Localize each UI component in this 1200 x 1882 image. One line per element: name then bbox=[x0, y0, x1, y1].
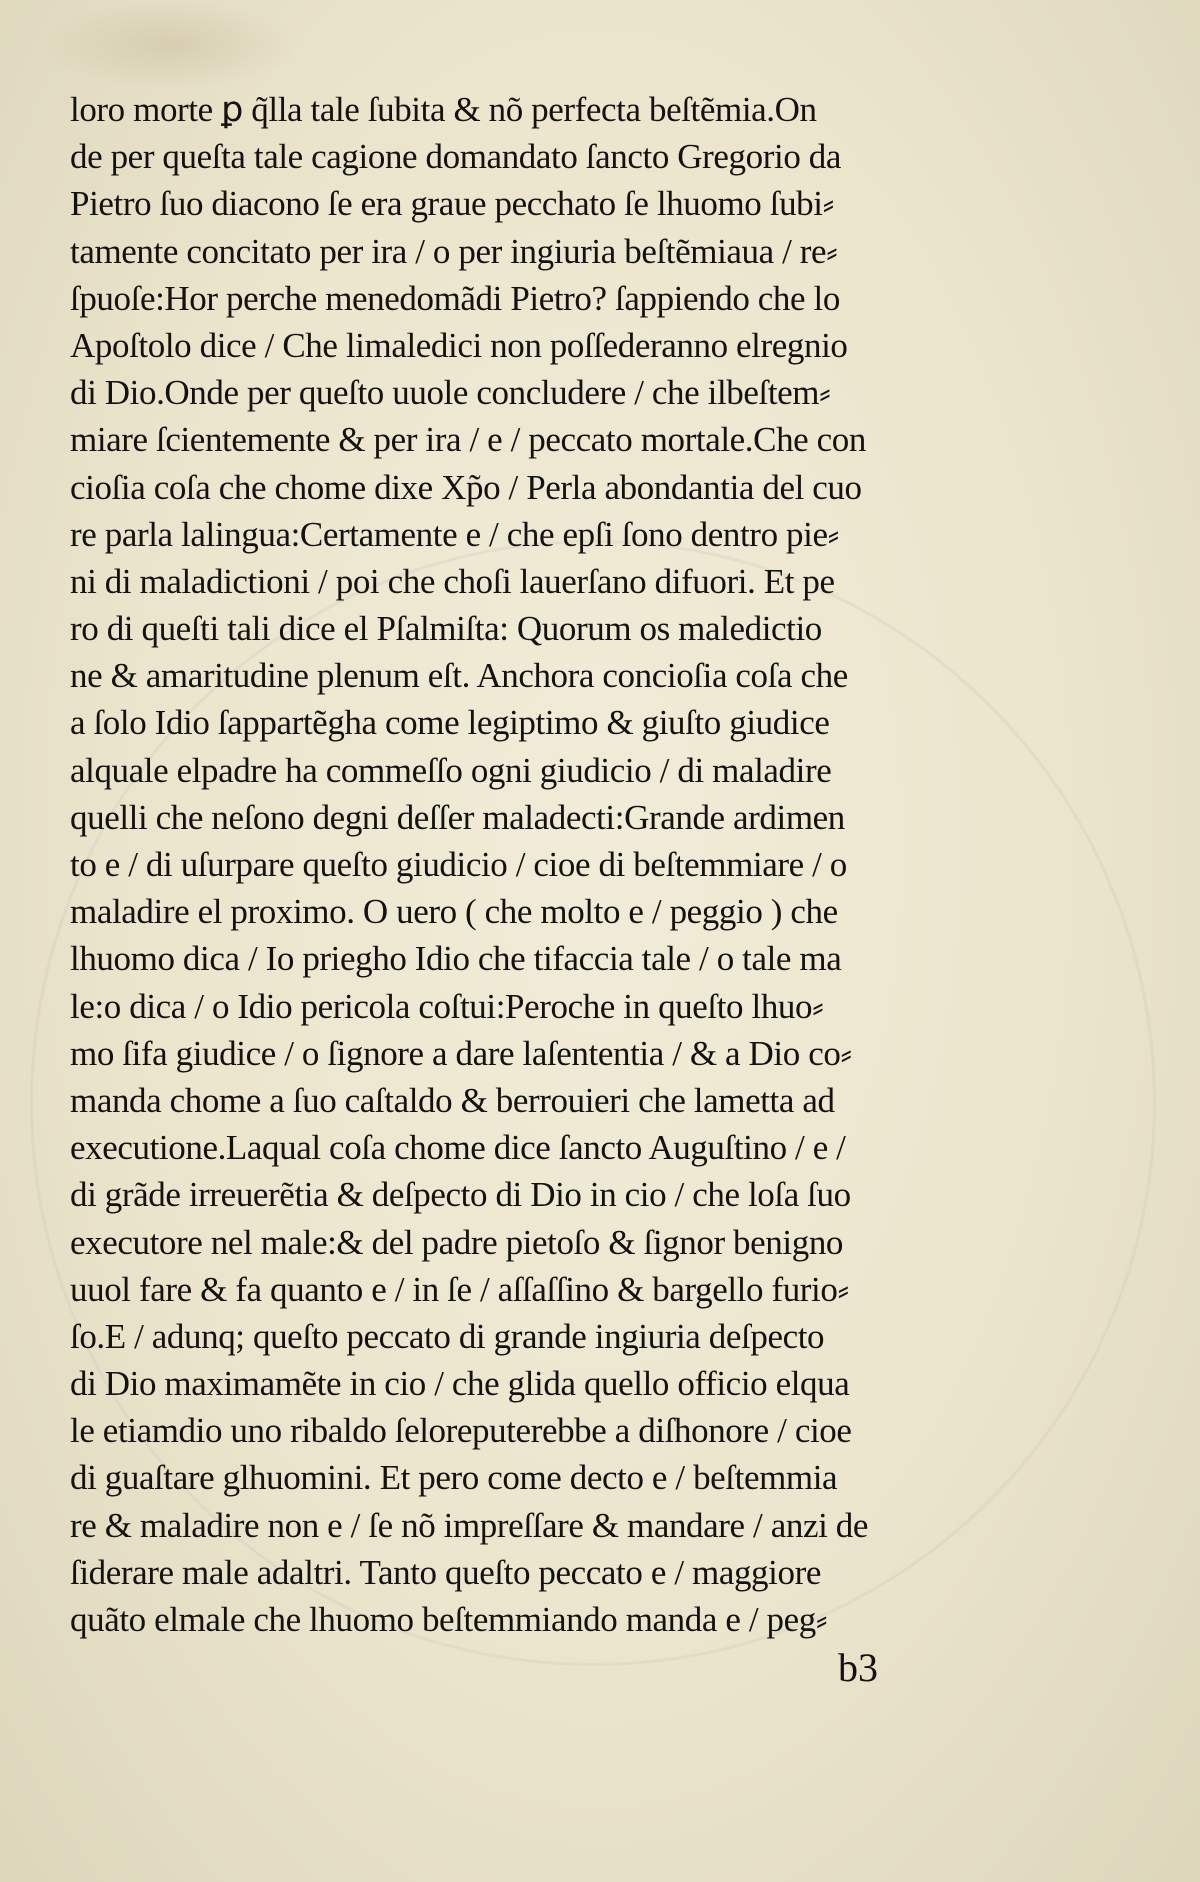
text-line-32: ſiderare male adaltri. Tanto queſto peccato e / maggiore bbox=[70, 1552, 821, 1592]
text-line-28: di Dio maximamẽte in cio / che glida quello officio elqua bbox=[70, 1364, 850, 1404]
text-line-31: re & maladire non e / ſe nõ impreſſare & mandare / anzi de bbox=[70, 1505, 868, 1545]
text-line-19: lhuomo dica / Io prieghо Idio che tifaccia tale / o tale ma bbox=[70, 939, 842, 979]
text-line-26: uuol fare & fa quanto e / in ſe / aſſaſſino & bargello furio⸗ bbox=[70, 1269, 849, 1309]
text-line-14: a ſolo Idio ſappartẽgha come legiptimo & giuſto giudice bbox=[70, 703, 830, 743]
page-stain bbox=[40, 0, 300, 90]
text-line-2: de per queſta tale cagione domandato ſancto Gregorio da bbox=[70, 137, 842, 177]
text-line-17: to e / di uſurpare queſto giudicio / cioe di beſtemmiare / o bbox=[70, 845, 847, 884]
text-line-23: executione.Laqual coſa chome dice ſancto Auguſtino / e / bbox=[70, 1128, 846, 1168]
text-line-27: ſo.E / adunq; queſto peccato di grande ingiuria deſpecto bbox=[70, 1316, 825, 1356]
text-line-25: executore nel male:& del padre pietoſo & ſignor benigno bbox=[70, 1222, 844, 1262]
text-line-16: quelli che neſono degni deſſer maladecti:Grande ardimen bbox=[70, 797, 845, 837]
text-line-4: tamente concitato per ira / o per ingiuria beſtẽmiaua / re⸗ bbox=[70, 231, 838, 271]
text-line-20: le:o dica / o Idio pericola coſtui:Peroche in queſto lhuo⸗ bbox=[70, 986, 824, 1026]
text-line-10: re parla lalingua:Certamente e / che epſi ſono dentro pie⸗ bbox=[70, 514, 839, 554]
text-line-15: alquale elpadre ha commeſſo ogni giudicio / di maladire bbox=[70, 750, 832, 790]
text-line-30: di guaſtare glhuomini. Et pero come decto e / beſtemmia bbox=[70, 1458, 838, 1498]
text-line-29: le etiamdio uno ribaldo ſeloreputerebbe a diſhonore / cioe bbox=[70, 1411, 852, 1451]
text-line-22: manda chome a ſuo caſtaldo & berrouieri che lametta ad bbox=[70, 1080, 835, 1120]
text-line-6: Apoſtolo dice / Che limaledici non poſſederanno elregnio bbox=[70, 325, 848, 365]
text-line-13: ne & amaritudine plenum eſt. Anchora concioſia coſa che bbox=[70, 656, 848, 696]
text-line-1: loro morte ꝑ q̃lla tale ſubita & nõ perfecta beſtẽmia.On bbox=[70, 90, 817, 129]
text-block bbox=[70, 86, 960, 1643]
text-line-21: mo ſifa giudice / o ſignore a dare laſententia / & a Dio co⸗ bbox=[70, 1033, 852, 1073]
text-line-3: Pietro ſuo diacono ſe era graue pecchato ſe lhuomo ſubi⸗ bbox=[70, 184, 834, 224]
text-line-9: cioſia coſa che chome dixe Xp̃o / Perla abondantia del cuo bbox=[70, 467, 862, 507]
text-line-5: ſpuoſe:Hor perche menedomãdi Pietro? ſappiendo che lo bbox=[70, 278, 840, 318]
text-line-8: miare ſcientemente & per ira / e / peccato mortale.Che con bbox=[70, 420, 867, 460]
text-line-18: maladire el proximo. O uero ( che molto e / peggio ) che bbox=[70, 892, 838, 932]
text-line-12: ro di queſti tali dice el Pſalmiſta: Quorum os maledictio bbox=[70, 609, 822, 649]
text-line-11: ni di maladictioni / poi che choſi lauerſano difuori. Et pe bbox=[70, 561, 835, 601]
text-line-33: quãto elmale che lhuomo beſtemmiando manda e / peg⸗ bbox=[70, 1600, 828, 1639]
signature-mark: b3 bbox=[838, 1645, 878, 1690]
text-line-24: di grãde irreuerẽtia & deſpecto di Dio in cio / che loſa ſuo bbox=[70, 1175, 851, 1215]
text-line-7: di Dio.Onde per queſto uuole concludere / che ilbeſtem⸗ bbox=[70, 373, 831, 413]
